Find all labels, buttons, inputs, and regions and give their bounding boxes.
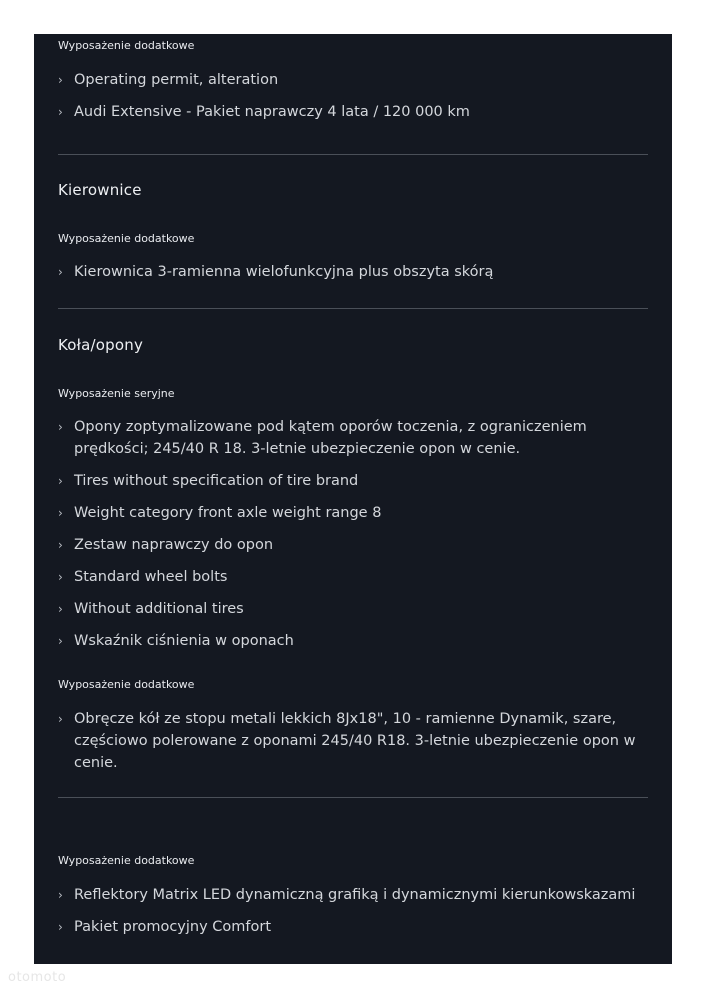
- list-item: › Wskaźnik ciśnienia w oponach: [58, 630, 648, 652]
- list-item: › Audi Extensive - Pakiet naprawczy 4 lata / 120 000 km: [58, 101, 648, 123]
- list-item: › Obręcze kół ze stopu metali lekkich 8Jx18", 10 - ramienne Dynamik, szare, częściowo polerowane z oponami 245/40 R18. 3-letnie ubezpieczenie opon w cenie.: [58, 708, 648, 774]
- equipment-panel: [34, 34, 672, 964]
- list-item: › Standard wheel bolts: [58, 566, 648, 588]
- list-item: › Tires without specification of tire brand: [58, 470, 648, 492]
- chevron-right-icon: ›: [58, 920, 63, 934]
- list-item: › Pakiet promocyjny Comfort: [58, 916, 648, 938]
- chevron-right-icon: ›: [58, 474, 63, 488]
- divider: [58, 308, 648, 309]
- group-label: Wyposażenie dodatkowe: [58, 854, 195, 867]
- chevron-right-icon: ›: [58, 634, 63, 648]
- divider: [58, 797, 648, 798]
- chevron-right-icon: ›: [58, 538, 63, 552]
- group-label: Wyposażenie dodatkowe: [58, 39, 195, 52]
- chevron-right-icon: ›: [58, 105, 63, 119]
- chevron-right-icon: ›: [58, 506, 63, 520]
- watermark-logo: otomoto: [8, 970, 67, 985]
- list-item: › Opony zoptymalizowane pod kątem oporów toczenia, z ograniczeniem prędkości; 245/40 R 18. 3-letnie ubezpieczenie opon w cenie.: [58, 416, 648, 460]
- list-item: › Reflektory Matrix LED dynamiczną grafiką i dynamicznymi kierunkowskazami: [58, 884, 648, 906]
- group-label: Wyposażenie dodatkowe: [58, 232, 195, 245]
- group-label: Wyposażenie dodatkowe: [58, 678, 195, 691]
- section-heading: Kierownice: [58, 181, 142, 199]
- chevron-right-icon: ›: [58, 570, 63, 584]
- group-label: Wyposażenie seryjne: [58, 387, 175, 400]
- section-heading: Koła/opony: [58, 336, 144, 354]
- divider: [58, 154, 648, 155]
- chevron-right-icon: ›: [58, 265, 63, 279]
- list-item: › Zestaw naprawczy do opon: [58, 534, 648, 556]
- chevron-right-icon: ›: [58, 712, 63, 726]
- list-item: › Operating permit, alteration: [58, 69, 648, 91]
- chevron-right-icon: ›: [58, 420, 63, 434]
- chevron-right-icon: ›: [58, 602, 63, 616]
- list-item: › Kierownica 3-ramienna wielofunkcyjna plus obszyta skórą: [58, 261, 648, 283]
- list-item: › Weight category front axle weight range 8: [58, 502, 648, 524]
- chevron-right-icon: ›: [58, 888, 63, 902]
- chevron-right-icon: ›: [58, 73, 63, 87]
- list-item: › Without additional tires: [58, 598, 648, 620]
